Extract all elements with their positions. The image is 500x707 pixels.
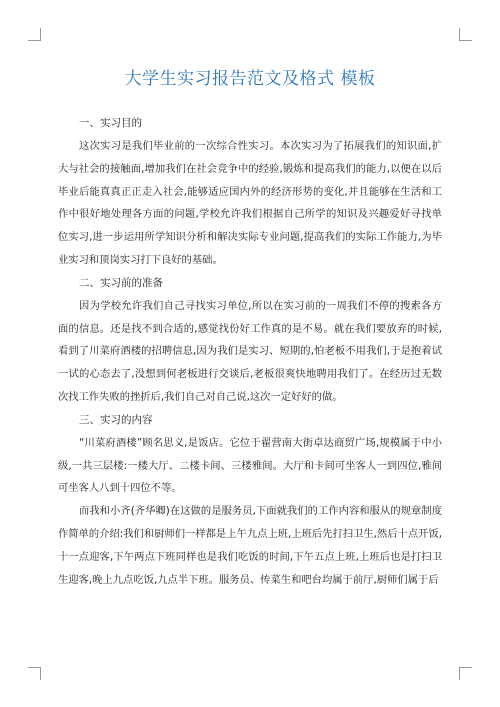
section-heading-purpose: 一、实习目的 bbox=[79, 117, 142, 129]
crop-mark-top-left-v bbox=[40, 28, 41, 41]
document-title: 大学生实习报告范文及格式 模板 bbox=[124, 69, 376, 89]
paragraph-preparation: 因为学校允许我们自己寻找实习单位,所以在实习前的一周我们不停的搜索各方面的信息。还是找不到合适的,感觉找份好工作真的是不易。就在我们要放弃的时候,看到了川菜府酒楼的招聘信息,因为我们是实习、短期的,怕老板不用我们,于是抱着试一试的心态去了,没想到何老板进行交谈后,老板很爽快地聘用我们了。在经历过无数次找工作失败的挫折后,我们自己对自己说,这次一定好好的做。 bbox=[58, 299, 442, 403]
section-heading-content: 三、实习的内容 bbox=[79, 413, 153, 426]
document-body bbox=[58, 112, 442, 591]
crop-mark-bottom-left-v bbox=[40, 667, 41, 680]
crop-mark-top-right-v bbox=[459, 28, 460, 41]
paragraph-purpose: 这次实习是我们毕业前的一次综合性实习。本次实习为了拓展我们的知识面,扩大与社会的接触面,增加我们在社会竞争中的经验,锻炼和提高我们的能力,以便在以后毕业后能真真正正走入社会,能够适应国内外的经济形势的变化,并且能够在生活和工作中很好地处理各方面的问题,学校允许我们根据自己所学的知识及兴趣爱好寻找单位实习,进一步运用所学知识分析和解决实际专业问题,提高我们的实际工作能力,为毕业实习和顶岗实习打下良好的基础。 bbox=[58, 140, 442, 266]
crop-mark-top-right-h bbox=[459, 40, 472, 41]
crop-mark-bottom-right-v bbox=[459, 667, 460, 680]
paragraph-work-details: 而我和小齐(齐华卿)在这做的是服务员,下面就我们的工作内容和服从的规章制度作简单的介绍:我们和厨师们一样都是上午九点上班,上班后先打扫卫生,然后十点开饭,十一点迎客,下午两点下班同样也是我们吃饭的时间,下午五点上班,上班后也是打扫卫生迎客,晚上九点吃饭,九点半下班。服务员、传菜生和吧台均属于前厅,厨师们属于后 bbox=[58, 505, 442, 586]
paragraph-restaurant-intro: “川菜府酒楼”顾名思义,是饭店。它位于翟营南大街卓达商贸广场,规模属于中小级,一共三层楼:一楼大厅、二楼卡间、三楼雅间。大厅和卡间可坐客人一到四位,雅间可坐客人八到十四位不等。 bbox=[58, 436, 442, 495]
section-heading-preparation: 二、实习前的准备 bbox=[79, 276, 163, 289]
crop-mark-bottom-right-h bbox=[459, 667, 472, 668]
